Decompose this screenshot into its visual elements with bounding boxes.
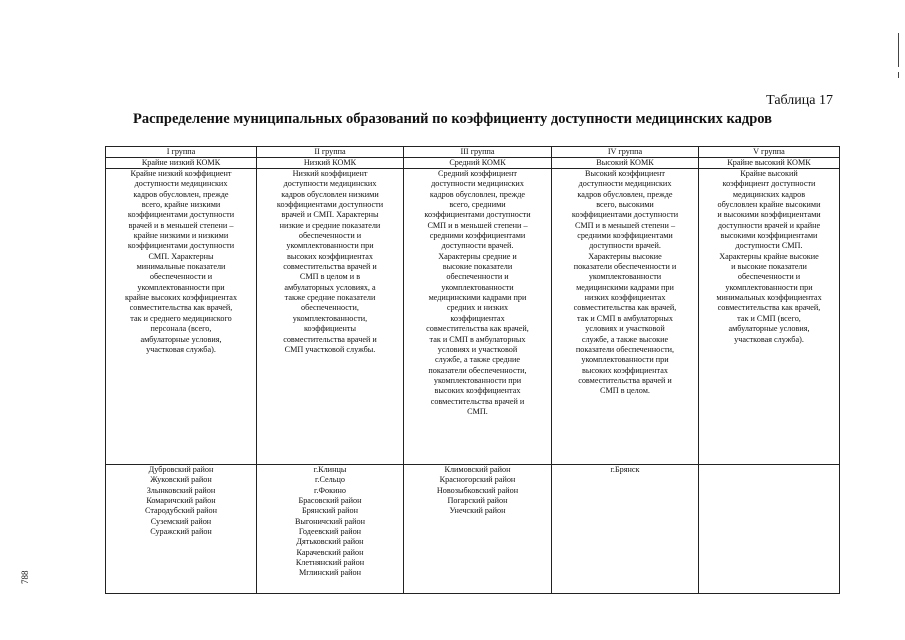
document-title: Распределение муниципальных образований по коэффициенту доступности медицинских кадров	[133, 111, 772, 127]
municipalities-list: г.Клинцы г.Сельцо г.Фокино Брасовский район Брянский район Выгоничский район Годеевский район Дятьковский район Карачевский район Клетнянский район Мглинский район	[294, 465, 366, 578]
group-header-cell: II группа	[257, 147, 404, 158]
description-text: Высокий коэффициент доступности медицинских кадров обусловлен, прежде всего, высокими коэффициентами доступности СМП и в меньшей степени – средними коэффициентами доступности врачей. Характерны высокие показатели обеспеченности и укомплектованности медицинскими кадрами при низких коэффициентах совместительства как врачей, так и СМП в амбулаторных условиях и участковой службе, а также высокие показатели обеспеченности, укомплектованности при высоких коэффициентах совместительства врачей и СМП в целом.	[571, 169, 679, 396]
group-header-cell: I группа	[106, 147, 257, 158]
page-number: 788	[20, 570, 30, 584]
description-text: Крайне высокий коэффициент доступности медицинских кадров обусловлен крайне высокими и высокими коэффициентами доступности врачей и крайне высокими коэффициентами доступности СМП. Характерны крайне высокие и высокие показатели обеспеченности и укомплектованности при минимальных коэффициентах совместительства как врачей, так и СМП (всего, амбулаторные условия, участковая служба).	[716, 169, 822, 344]
municipalities-list: г.Брянск	[610, 465, 640, 474]
municipalities-list: Дубровский район Жуковский район Злынковский район Комаричский район Стародубский район Суземский район Суражский район	[145, 465, 217, 537]
municipalities-cell	[699, 465, 840, 594]
group-header-row	[106, 147, 840, 158]
municipalities-cell	[106, 465, 257, 594]
description-cell	[404, 169, 552, 465]
table-label: Таблица 17	[766, 93, 833, 108]
description-cell	[699, 169, 840, 465]
description-text: Средний коэффициент доступности медицинских кадров обусловлен, прежде всего, средними коэффициентами доступности СМП и в меньшей степени – средними коэффициентами доступности врачей. Характерны средние и высокие показатели обеспеченности и укомплектованности медицинскими кадрами при средних и низких коэффициентах совместительства как врачей, так и СМП в амбулаторных условиях и участковой службе, а также средние показатели обеспеченности, укомплектованности при высоких коэффициентах совместительства врачей и СМП.	[424, 169, 531, 416]
level-header-cell: Крайне высокий КОМК	[699, 158, 840, 169]
group-header-cell: III группа	[404, 147, 552, 158]
level-header-cell: Высокий КОМК	[552, 158, 699, 169]
description-text: Крайне низкий коэффициент доступности медицинских кадров обусловлен, прежде всего, крайне низкими коэффициентами доступности врачей и в меньшей степени – крайне низкими и низкими коэффициентами доступности СМП. Характерны минимальные показатели обеспеченности и укомплектованности при крайне высоких коэффициентах совместительства как врачей, так и среднего медицинского персонала (всего, амбулаторные условия, участковая служба).	[124, 169, 238, 354]
scan-edge-mark-small	[898, 72, 899, 78]
group-header-cell: V группа	[699, 147, 840, 158]
description-cell	[257, 169, 404, 465]
level-header-row	[106, 158, 840, 169]
municipalities-cell	[552, 465, 699, 594]
level-header-cell: Крайне низкий КОМК	[106, 158, 257, 169]
scan-edge-mark-top	[898, 33, 899, 67]
municipalities-list: Климовский район Красногорский район Новозыбковский район Погарский район Унечский район	[436, 465, 519, 516]
description-cell	[106, 169, 257, 465]
description-row	[106, 169, 840, 465]
description-text: Низкий коэффициент доступности медицинских кадров обусловлен низкими коэффициентами доступности врачей и СМП. Характерны низкие и средние показатели обеспеченности и укомплектованности при высоких коэффициентах совместительства врачей и СМП в целом и в амбулаторных условиях, а также средние показатели обеспеченности, укомплектованности, коэффициенты совместительства врачей и СМП участковой службы.	[276, 169, 384, 354]
distribution-table	[105, 146, 840, 594]
description-cell	[552, 169, 699, 465]
municipalities-cell	[257, 465, 404, 594]
municipalities-row	[106, 465, 840, 594]
group-header-cell: IV группа	[552, 147, 699, 158]
level-header-cell: Низкий КОМК	[257, 158, 404, 169]
level-header-cell: Средний КОМК	[404, 158, 552, 169]
municipalities-cell	[404, 465, 552, 594]
